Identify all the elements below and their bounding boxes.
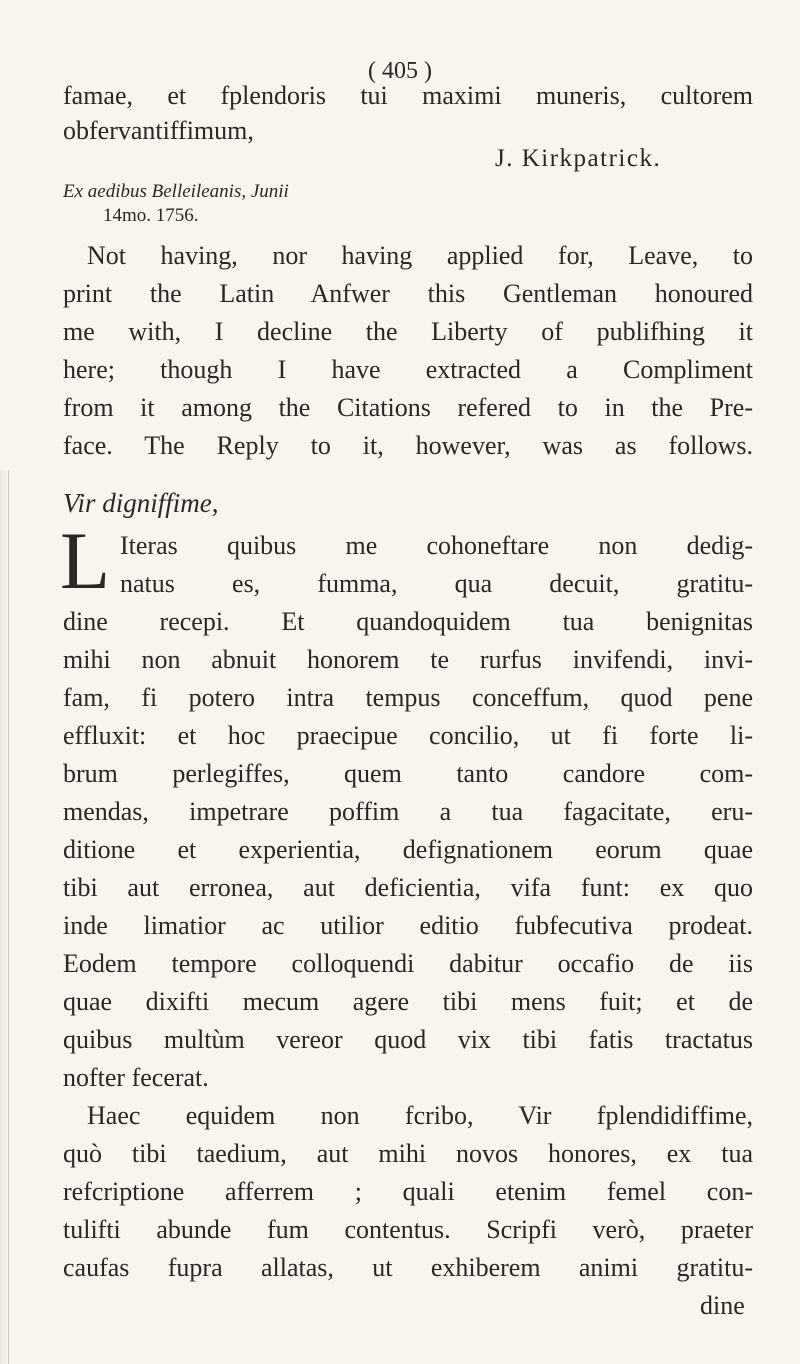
text-line: me with, I decline the Liberty of publifhing it	[63, 317, 753, 346]
text-line: from it among the Citations refered to in the Pre-	[63, 393, 753, 422]
text-line: tulifti abunde fum contentus. Scripfi verò, praeter	[63, 1215, 753, 1244]
text-line: Not having, nor having applied for, Leave, to	[87, 241, 753, 270]
text-line: nofter fecerat.	[63, 1063, 209, 1092]
text-line: inde limatior ac utilior editio fubfecutiva prodeat.	[63, 911, 753, 940]
text-line: Eodem tempore colloquendi dabitur occafio de iis	[63, 949, 753, 978]
text-line: refcriptione afferrem ; quali etenim femel con-	[63, 1177, 753, 1206]
page-number: ( 405 )	[368, 58, 432, 84]
text-line: tibi aut erronea, aut deficientia, vifa funt: ex quo	[63, 873, 753, 902]
text-line: face. The Reply to it, however, was as follows.	[63, 431, 753, 460]
catchword: dine	[700, 1291, 745, 1320]
text-line: effluxit: et hoc praecipue concilio, ut fi forte li-	[63, 721, 753, 750]
text-line: fam, fi potero intra tempus conceffum, quod pene	[63, 683, 753, 712]
text-line: mendas, impetrare poffim a tua fagacitate, eru-	[63, 797, 753, 826]
text-line: obfervantiffimum,	[63, 116, 254, 145]
dateline-place: Ex aedibus Belleileanis, Junii	[63, 181, 289, 202]
text-line: caufas fupra allatas, ut exhiberem animi gratitu-	[63, 1253, 753, 1282]
text-line: print the Latin Anfwer this Gentleman honoured	[63, 279, 753, 308]
text-line: quae dixifti mecum agere tibi mens fuit; et de	[63, 987, 753, 1016]
text-line: natus es, fumma, qua decuit, gratitu-	[120, 569, 753, 598]
salutation: Vir digniffime,	[63, 488, 219, 518]
text-line: here; though I have extracted a Compliment	[63, 355, 753, 384]
text-line: famae, et fplendoris tui maximi muneris, cultorem	[63, 81, 753, 110]
text-line: brum perlegiffes, quem tanto candore com-	[63, 759, 753, 788]
signature: J. Kirkpatrick.	[495, 145, 662, 172]
text-line: ditione et experientia, defignationem eorum quae	[63, 835, 753, 864]
text-line: Haec equidem non fcribo, Vir fplendidiffime,	[87, 1101, 753, 1130]
drop-capital: L	[60, 515, 111, 606]
text-line: Iteras quibus me cohoneftare non dedig-	[120, 531, 753, 560]
text-line: mihi non abnuit honorem te rurfus invifendi, invi-	[63, 645, 753, 674]
text-line: quò tibi taedium, aut mihi novos honores, ex tua	[63, 1139, 753, 1168]
text-line: quibus multùm vereor quod vix tibi fatis tractatus	[63, 1025, 753, 1054]
dateline-date: 14mo. 1756.	[103, 205, 199, 226]
text-line: dine recepi. Et quandoquidem tua benignitas	[63, 607, 753, 636]
